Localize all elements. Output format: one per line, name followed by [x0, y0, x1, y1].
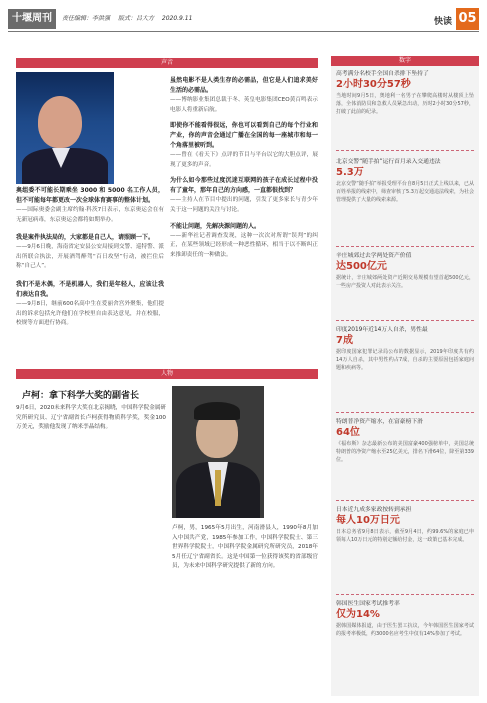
item-divider	[336, 594, 474, 595]
quote-heading: 我们不是木偶，不是机器人，我们是年轻人，应该让我们表达自我。	[16, 280, 164, 298]
number-item-value: 仅为14%	[336, 609, 380, 620]
number-item-value: 2小时30分57秒	[336, 79, 411, 90]
editor-credit: 责任编辑：李洪强	[62, 15, 111, 22]
sound-section-label: 声音	[157, 59, 177, 66]
number-item	[336, 326, 474, 373]
layout-credit: 版式：吕大方	[117, 15, 154, 22]
quote-heading: 不能让问题，先解决源问题的人。	[170, 222, 261, 230]
item-divider	[336, 320, 474, 321]
number-item-title: 北京交警“随手拍”运行首月录入交通违法	[336, 159, 441, 165]
sound-column-2	[170, 76, 318, 260]
number-item-value: 64位	[336, 427, 360, 438]
number-item-value: 每人10万日元	[336, 515, 400, 526]
quote-source: ——博纳影业集团总裁于冬、英皇电影集团CEO黄百鸣表示电影人将重新启航。	[170, 97, 318, 113]
header-meta	[62, 13, 198, 22]
portrait-photo	[172, 386, 264, 518]
quote-heading: 为什么如今那些过度沉迷互联网的孩子在成长过程中没有了童年，那年自己的方向感，一直都很找到？	[170, 177, 318, 195]
caption-source: ——国际奥委会副主席约翰·科茨7日表示，东京奥运会在有无新冠病毒，东京奥运会都将如期举办。	[16, 207, 164, 223]
page-number: 05	[456, 8, 479, 30]
people-body: 卢柯，男，1965年5月出生，河南滑县人，1990年8月加入中国共产党，1985年参加工作，中国科学院院士、第三世界科学院院士，中国科学院金属研究所研究员，2018年5月任辽宁省副省长。这是中国第一位获得该奖的省部级官员，为未来中国科学研究提供了新的方向。	[172, 525, 318, 570]
people-headline: 卢柯：拿下科学大奖的副省长	[22, 391, 140, 401]
people-intro: 9月6日，2020未来科学大奖在北京揭晓，中国科学院金属研究所研究员、辽宁省副省长卢柯获得物质科学奖，奖金100万美元，奖励他发现了纳米孪晶结构。	[16, 405, 167, 431]
quote-source: ——9月8日，继前600名高中生在爱丽舍宫外聚集，他们提出的诉求包括允许他们在学校里自由表达意见，并在校服，校规等方面进行协商。	[16, 300, 164, 327]
number-item	[336, 252, 474, 290]
masthead: 十堰周刊	[8, 9, 56, 29]
number-item	[336, 158, 474, 205]
number-item-text: 据韩国媒体报道，由于医生罢工抗议，今年韩国医生国家考试的报考率极低，约3000名应考生中仅有14%参加了考试。	[336, 623, 474, 638]
people-section-bar	[16, 369, 318, 379]
number-item	[336, 70, 474, 117]
number-item-value: 7成	[336, 335, 353, 346]
quote-heading: 即使你不能看得很远，你也可以看到自己的每个行业和产业，你的声音会通过广播在全国的每一座城市和每一个角落里被听到。	[170, 122, 318, 150]
portrait-hair	[194, 402, 240, 420]
header-divider	[8, 31, 479, 32]
number-item-title: 辛庄城郊过去学两处资产价值	[336, 253, 412, 259]
numbers-section-bar	[331, 56, 479, 66]
number-item-title: 日本近九成多家政按转到承担	[336, 507, 412, 513]
quote-heading: 虽然电影不是人类生存的必需品，但它是人们追求美好生活的必需品。	[170, 77, 318, 94]
section-name: 快读	[434, 17, 453, 27]
numbers-section-label: 数字	[395, 57, 415, 64]
page-header	[8, 8, 479, 30]
number-item-text: 《福布斯》杂志最新公布的美国富豪400强榜单中，美国总统特朗普的净资产缩水至25亿美元，排名下滑64位，降至第339位。	[336, 441, 474, 464]
people-column-2	[172, 524, 318, 572]
number-item	[336, 600, 474, 638]
number-item-title: 特朗普净资产缩水，在富豪榜下滑	[336, 419, 423, 425]
people-section-label: 人物	[157, 370, 177, 377]
item-divider	[336, 412, 474, 413]
quote-heading: 我是案件执法局的，大家都是自己人，请照顾一下。	[16, 234, 155, 242]
number-item-title: 印度2019年近14万人自杀，男性最	[336, 327, 428, 333]
number-item-text: 日本总务省9月8日表示，截至9月4日，约99.6%的家庭已申领每人10万日元的特别定额给付金，这一政策已基本完成。	[336, 529, 474, 544]
number-item-text: 北京交警“随手拍”举报受理平台自8月5日正式上线以来，已从百姓举报的线索中，筛查审核了5.3万起交通违法线索，为社会管理提供了大量的线索来源。	[336, 181, 474, 204]
number-item	[336, 506, 474, 544]
item-divider	[336, 500, 474, 501]
photo-head	[38, 96, 82, 148]
people-column-1	[16, 404, 166, 433]
quote-source: ——9月6日晚，海南省定安县公安局接到交警、巡特警、派出所联合执法，开展酒驾醉驾“百日攻坚”行动，被拦住后称“自己人”。	[16, 244, 164, 270]
quote-source: ——新华社记者调查发现，这种一次次对所谓“误判”的纠正，在某些领域已经形成一种恶性循环，相当于以不断纠正来推卸责任的一种做法。	[170, 232, 318, 258]
photo-caption: 奥组委不可能长期乘坐 3000 和 5000 名工作人员，但不可能每年都更改一次全球体育赛事的整体计划。	[16, 187, 164, 204]
speaker-photo	[16, 72, 114, 184]
quote-source: ——曾在《看天下》点评的节目与平台以它的大胆点评，展现了更多的声音。	[170, 152, 318, 168]
item-divider	[336, 150, 474, 151]
number-item-value: 达500亿元	[336, 261, 387, 272]
number-item-value: 5.3万	[336, 167, 364, 178]
sound-section-bar	[16, 58, 318, 68]
quote-source: ——主持人在节目中提出的问题，引发了更多家长与青少年关于这一问题的关注与讨论。	[170, 197, 318, 213]
number-item-title: 韩国医生国家考试推考率	[336, 601, 400, 607]
number-item	[336, 418, 474, 465]
number-item-text: 据印度国家犯罪记录局公布的数据显示，2019年印度共有约14万人自杀，其中男性约占7成，自杀的主要原因包括家庭问题和疾病等。	[336, 349, 474, 372]
number-item-text: 据统计，辛庄城郊两处资产近期交易规模有望首超500亿元，一些房产投资人对此表示关注。	[336, 275, 474, 290]
number-item-title: 高考满分名校手全国自杀排下坠持了	[336, 71, 429, 77]
issue-date: 2020.9.11	[161, 15, 193, 22]
number-item-text: 当地时间9月5日，奥地利一名男子在攀爬高楼时从楼顶上坠落，全体消防员和急救人员紧急出动，历时2小时30分57秒，打破了此前的纪录。	[336, 93, 474, 116]
sound-column-1	[16, 186, 164, 329]
item-divider	[336, 246, 474, 247]
portrait-tie	[215, 470, 221, 506]
